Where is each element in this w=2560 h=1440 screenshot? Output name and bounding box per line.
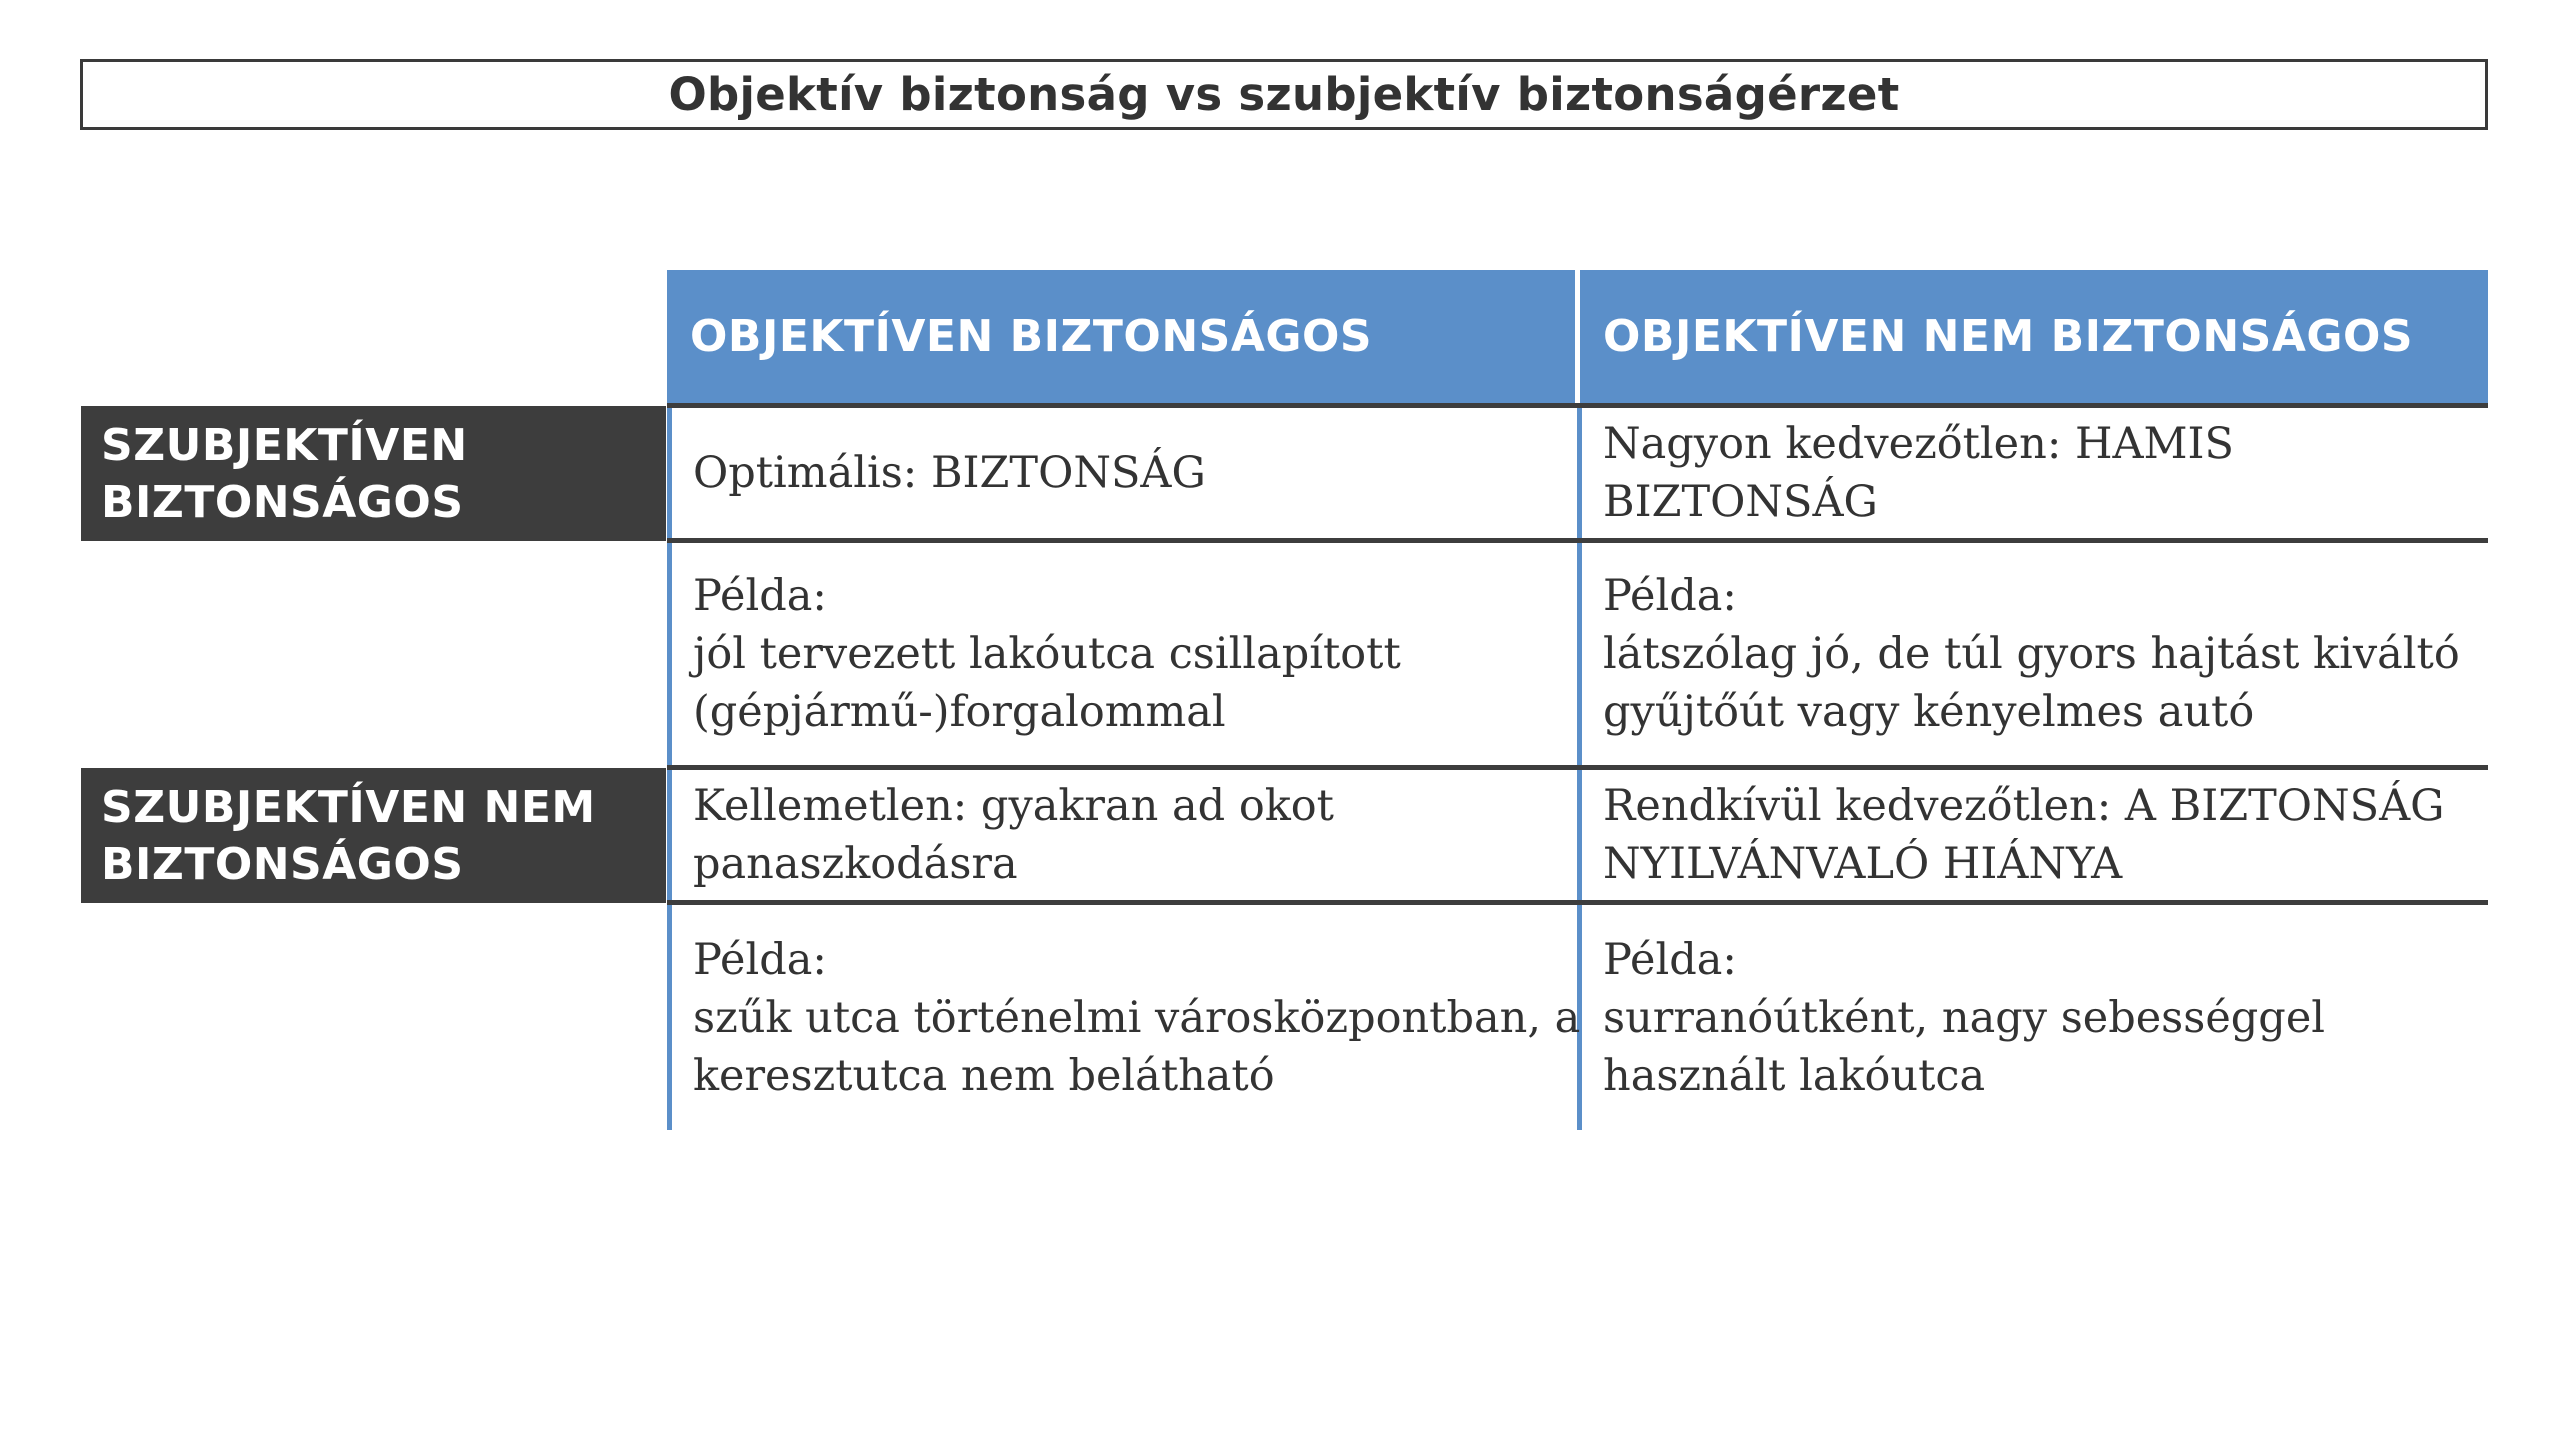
cell-example-false-safety [1582, 543, 2488, 765]
cell-obvious-lack-of-safety [1582, 770, 2488, 900]
cell-optimal-safety [672, 408, 1577, 538]
cell-text: használt lakóutca [1603, 1050, 1986, 1101]
cell-text: Példa: [1603, 571, 1737, 621]
row-header-line: BIZTONSÁGOS [101, 838, 464, 890]
column-header-objectively-safe: OBJEKTÍVEN BIZTONSÁGOS [667, 270, 1575, 403]
cell-text: BIZTONSÁG [1603, 477, 1878, 527]
cell-example-optimal [672, 543, 1577, 765]
cell-text: látszólag jó, de túl gyors hajtást kiváltó [1603, 629, 2460, 679]
cell-text: Nagyon kedvezőtlen: HAMIS [1603, 419, 2234, 469]
cell-false-safety [1582, 408, 2488, 538]
row-header-subjectively-safe [81, 406, 666, 541]
cell-text: szűk utca történelmi városközpontban, a [693, 992, 1581, 1043]
cell-text: (gépjármű-)forgalommal [693, 687, 1226, 737]
cell-text: panaszkodásra [693, 839, 1018, 889]
cell-example-lack-of-safety [1582, 905, 2488, 1130]
cell-example-unpleasant [672, 905, 1581, 1130]
cell-unpleasant [672, 770, 1577, 900]
row-header-line: SZUBJEKTÍVEN [101, 419, 468, 471]
column-header-objectively-unsafe: OBJEKTÍVEN NEM BIZTONSÁGOS [1580, 270, 2488, 403]
row-header-line: SZUBJEKTÍVEN NEM [101, 781, 596, 833]
cell-text: Kellemetlen: gyakran ad okot [693, 781, 1334, 831]
cell-text: Példa: [693, 571, 827, 621]
row-header-subjectively-unsafe [81, 768, 666, 903]
cell-text: Rendkívül kedvezőtlen: A BIZTONSÁG [1603, 781, 2445, 831]
cell-text: NYILVÁNVALÓ HIÁNYA [1603, 839, 2123, 889]
row-header-line: BIZTONSÁGOS [101, 476, 464, 528]
cell-text: gyűjtőút vagy kényelmes autó [1603, 687, 2255, 737]
cell-text: Optimális: BIZTONSÁG [693, 448, 1206, 498]
cell-text: jól tervezett lakóutca csillapított [693, 629, 1401, 679]
cell-text: Példa: [693, 934, 827, 985]
page-title: Objektív biztonság vs szubjektív biztonságérzet [80, 59, 2488, 130]
cell-text: keresztutca nem belátható [693, 1050, 1275, 1101]
cell-text: surranóútként, nagy sebességgel [1603, 992, 2326, 1043]
cell-text: Példa: [1603, 934, 1737, 985]
